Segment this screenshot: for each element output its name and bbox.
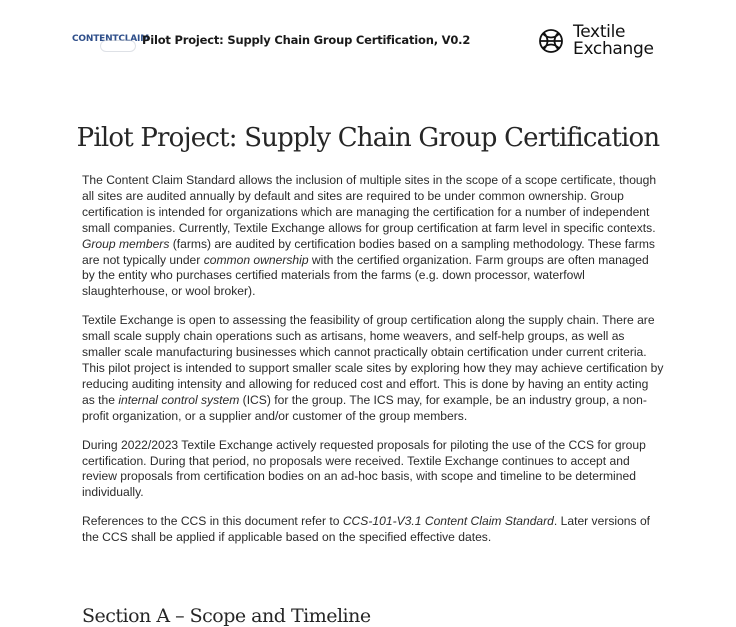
reference-ccs: CCS-101-V3.1 Content Claim Standard — [342, 514, 554, 529]
running-header-title: Pilot Project: Supply Chain Group Certification, V0.2 — [142, 33, 471, 47]
content-claim-logo-text: CONTENTCLAIM — [72, 34, 149, 44]
term-internal-control-system: internal control system — [118, 392, 240, 407]
paragraph-3: During 2022/2023 Textile Exchange actively requested proposals for piloting the use of the CCS for group certification. During that period, no proposals were received. Textile Exchange continues to accept and review proposals from certification bodies on an ad-hoc basis, with scope and timeline to be determined individually. — [82, 437, 646, 500]
term-common-ownership: common ownership — [203, 252, 309, 267]
brand-name — [573, 24, 654, 58]
document-title: Pilot Project: Supply Chain Group Certification — [76, 123, 660, 153]
paragraph-2: Textile Exchange is open to assessing the feasibility of group certification along the supply chain. There are small scale supply chain operations such as artisans, home weavers, and self-help groups, as well as smaller scale manufacturing businesses which cannot practically obtain certification under current criteria. This pilot project is intended to support smaller scale sites by exploring how they may achieve certification by reducing auditing intensity and allowing for reduced cost and effort. This is done by having an entity acting as the internal control system (ICS) for the group. The ICS may, for example, be an industry group, a non-profit organization, or a supplier and/or customer of the group members. — [82, 313, 664, 423]
textile-exchange-logo-icon — [537, 27, 565, 55]
content-claim-logo — [72, 34, 149, 44]
section-a-heading: Section A – Scope and Timeline — [82, 605, 371, 627]
term-group-members: Group members — [82, 236, 170, 251]
brand-name-line2: Exchange — [573, 39, 654, 59]
document-body — [82, 173, 664, 559]
paragraph-1: The Content Claim Standard allows the inclusion of multiple sites in the scope of a scope certificate, though all sites are audited annually by default and sites are required to be under common ownership. Group certification is intended for organizations which are managing the certification for a number of independent small companies. Currently, Textile Exchange allows for group certification at farm level in specific contexts. Group members (farms) are audited by certification bodies based on a sampling methodology. These farms are not typically under common ownership with the certified organization. Farm groups are often managed by the entity who purchases certified materials from the farms (e.g. down processor, waterfowl slaughterhouse, or wool broker). — [82, 173, 657, 299]
textile-exchange-brand — [537, 24, 654, 58]
content-claim-logo-shape — [100, 40, 136, 52]
paragraph-4: References to the CCS in this document refer to CCS-101-V3.1 Content Claim Standard. Later versions of the CCS shall be applied if applicable based on the specified effective dates. — [82, 514, 651, 545]
brand-name-line1: Textile — [573, 22, 626, 42]
